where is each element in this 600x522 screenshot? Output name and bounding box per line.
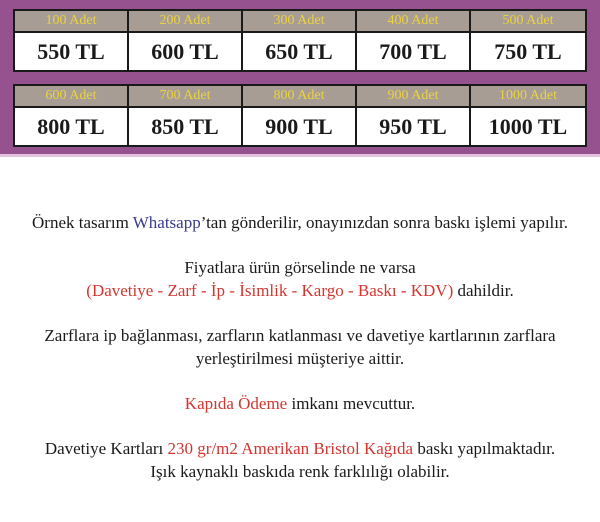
note-paper-quality (0, 437, 600, 483)
quantity-header: 200 Adet (129, 11, 241, 33)
quantity-header: 1000 Adet (471, 86, 585, 108)
quantity-header: 600 Adet (15, 86, 127, 108)
price-value: 800 TL (15, 108, 127, 145)
cash-on-delivery-text: Kapıda Ödeme (184, 394, 288, 413)
note-line: Fiyatlara ürün görselinde ne varsa (184, 258, 416, 277)
note-line: Zarflara ip bağlanması, zarfların katlanması ve davetiye kartlarının zarflara (44, 326, 556, 345)
price-value: 950 TL (357, 108, 469, 145)
price-column (471, 11, 585, 70)
price-value: 900 TL (243, 108, 355, 145)
price-value: 750 TL (471, 33, 585, 70)
note-line: Işık kaynaklı baskıda renk farklılığı olabilir. (150, 462, 450, 481)
price-column (15, 86, 129, 145)
price-value: 550 TL (15, 33, 127, 70)
note-text: Örnek tasarım (32, 213, 133, 232)
note-text: dahildir. (453, 281, 514, 300)
price-table-row2 (13, 84, 587, 147)
price-column (129, 86, 243, 145)
price-column (15, 11, 129, 70)
note-customer-assembly (0, 324, 600, 370)
note-design-approval (0, 211, 600, 234)
price-table-row1 (13, 9, 587, 72)
note-line (32, 213, 568, 232)
note-line: yerleştirilmesi müşteriye aittir. (195, 349, 405, 368)
note-line (45, 439, 555, 458)
pricing-banner (0, 0, 600, 157)
note-cash-on-delivery (0, 392, 600, 415)
price-column (243, 11, 357, 70)
quantity-header: 300 Adet (243, 11, 355, 33)
quantity-header: 100 Adet (15, 11, 127, 33)
whatsapp-link-text: Whatsapp (132, 213, 201, 232)
price-value: 700 TL (357, 33, 469, 70)
note-text: baskı yapılmaktadır. (413, 439, 556, 458)
price-column (357, 86, 471, 145)
price-column (129, 11, 243, 70)
note-text: ’tan gönderilir, onayınızdan sonra baskı işlemi yapılır. (200, 213, 568, 232)
paper-spec-text: 230 gr/m2 Amerikan Bristol Kağıda (167, 439, 414, 458)
price-column (471, 86, 585, 145)
note-line (185, 394, 415, 413)
note-text: imkanı mevcuttur. (287, 394, 416, 413)
price-value: 600 TL (129, 33, 241, 70)
note-line (86, 281, 513, 300)
price-column (357, 11, 471, 70)
quantity-header: 800 Adet (243, 86, 355, 108)
price-column (243, 86, 357, 145)
price-value: 1000 TL (471, 108, 585, 145)
quantity-header: 500 Adet (471, 11, 585, 33)
price-value: 850 TL (129, 108, 241, 145)
quantity-header: 400 Adet (357, 11, 469, 33)
included-items-text: (Davetiye - Zarf - İp - İsimlik - Kargo - Baskı - KDV) (86, 281, 454, 300)
quantity-header: 700 Adet (129, 86, 241, 108)
notes-section (0, 157, 600, 483)
note-price-includes (0, 256, 600, 302)
quantity-header: 900 Adet (357, 86, 469, 108)
note-text: Davetiye Kartları (44, 439, 168, 458)
price-value: 650 TL (243, 33, 355, 70)
